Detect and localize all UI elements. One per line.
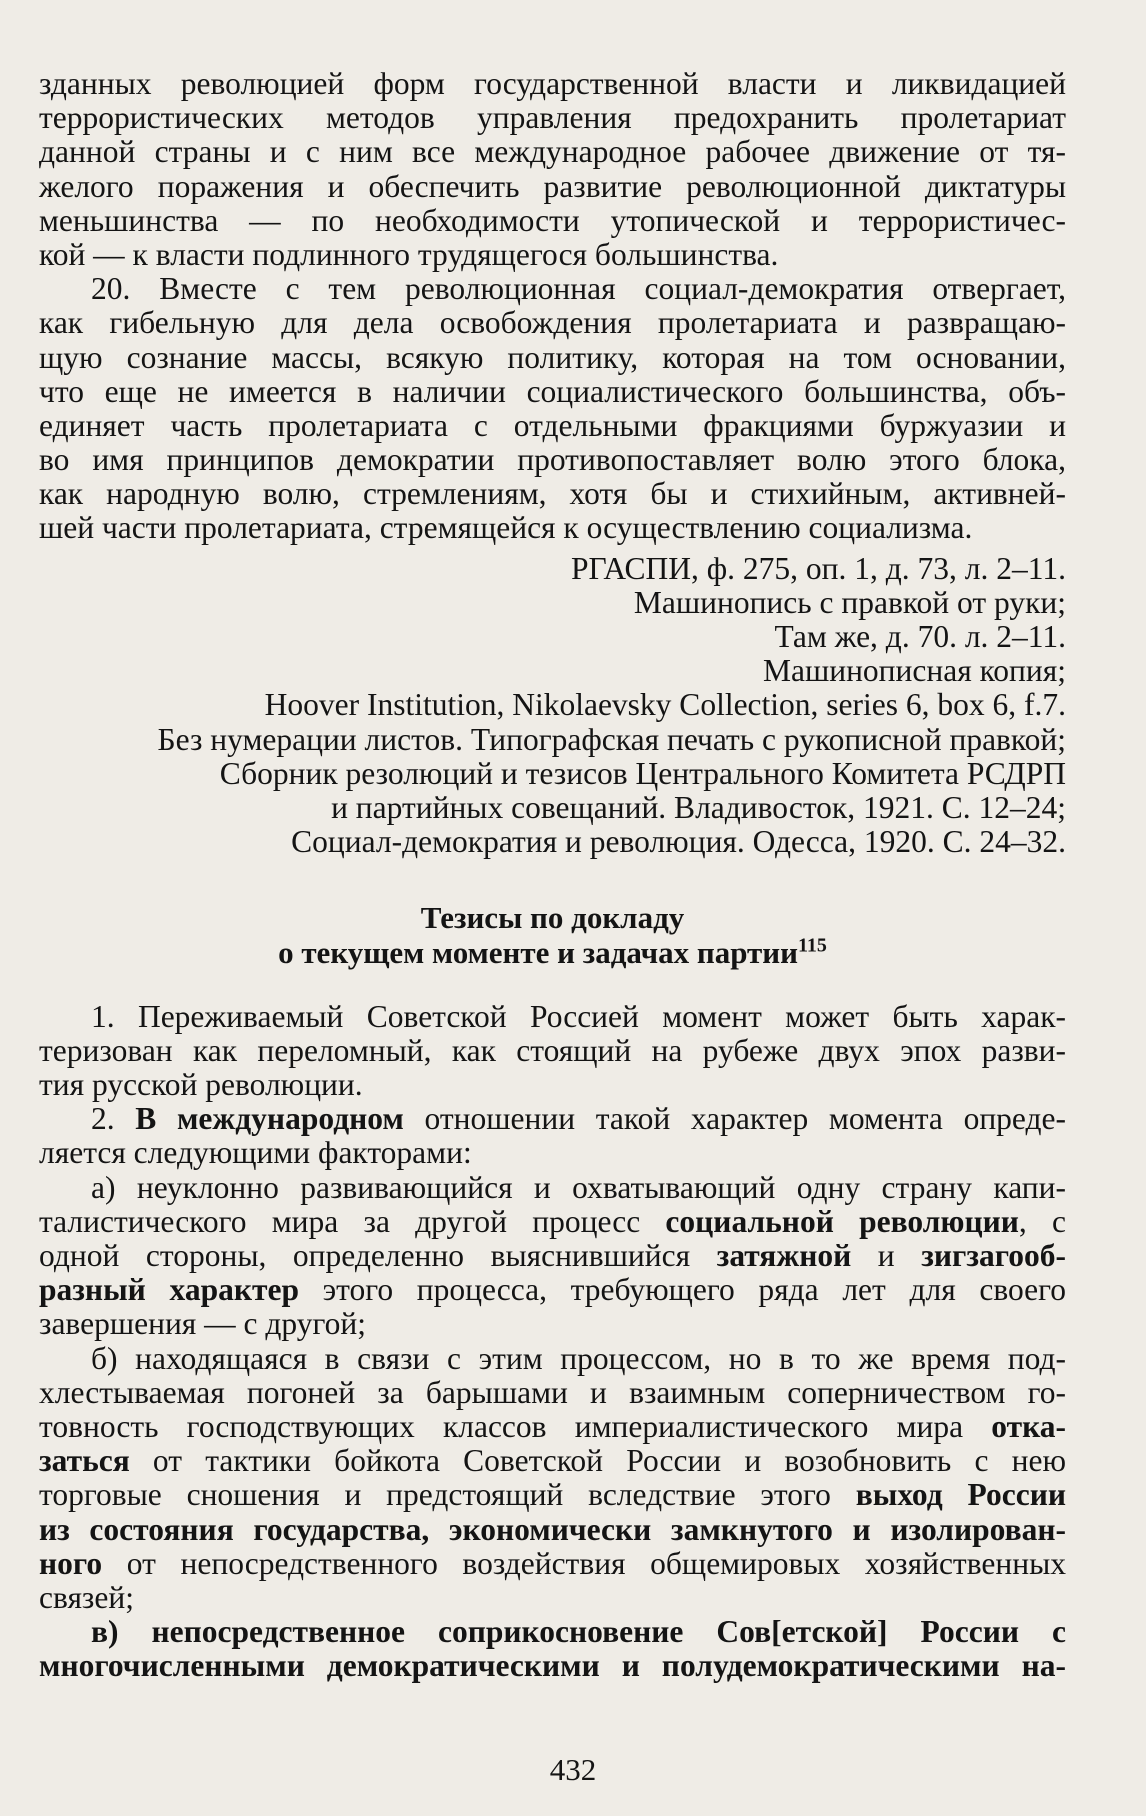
text-line: как гибельную для дела освобождения пролетариата и развращаю-: [39, 305, 1066, 341]
item-c: [39, 1615, 1066, 1683]
source-line: РГАСПИ, ф. 275, оп. 1, д. 73, л. 2–11.: [571, 550, 1066, 586]
bold-run: социальной революции: [665, 1203, 1019, 1239]
text-run: талистического мира за другой процесс: [39, 1203, 666, 1239]
text-line: во имя принципов демократии противопоставляет волю этого блока,: [39, 442, 1066, 478]
heading-text: о текущем моменте и задачах партии: [278, 934, 799, 970]
text-line: многочисленными демократическими и полудемократическими на-: [39, 1648, 1066, 1684]
text-line: из состояния государства, экономически замкнутого и изолирован-: [39, 1511, 1066, 1547]
bold-run: затяжной: [716, 1238, 852, 1273]
heading-line-1: Тезисы по докладу: [420, 900, 685, 936]
text-line: шей части пролетариата, стремящейся к осуществлению социализма.: [39, 510, 973, 546]
bold-run: зигзагооб-: [921, 1238, 1066, 1273]
section-heading: [39, 901, 1066, 969]
text-line: завершения — с другой;: [39, 1306, 366, 1342]
source-line: Без нумерации листов. Типографская печать с рукописной правкой;: [157, 721, 1066, 757]
text-run: этого процесса, требующего ряда лет для своего: [298, 1272, 1066, 1308]
document-body: [39, 67, 1066, 1683]
text-line: как народную волю, стремлениям, хотя бы и стихийным, активней-: [39, 476, 1066, 512]
heading-line-2: [39, 936, 1066, 970]
bold-run: В международном: [135, 1101, 404, 1137]
thesis-1: [39, 1000, 1066, 1103]
source-line: и партийных совещаний. Владивосток, 1921. С. 12–24;: [331, 789, 1066, 825]
text-run: отношении такой характер момента опреде-: [403, 1101, 1066, 1137]
bold-run: выход России: [855, 1477, 1067, 1513]
text-line: а) неуклонно развивающийся и охватывающий одну страну капи-: [91, 1169, 1066, 1205]
text-line: 20. Вместе с тем революционная социал-демократия отвергает,: [91, 271, 1066, 307]
text-line: связей;: [39, 1579, 134, 1615]
text-line: что еще не имеется в наличии социалистического большинства, объ-: [39, 373, 1066, 409]
text-line: теризован как переломный, как стоящий на рубеже двух эпох разви-: [39, 1032, 1066, 1068]
page-number: 432: [549, 1752, 597, 1787]
text-run: от непосредственного воздействия общемировых хозяйственных: [102, 1545, 1066, 1581]
source-line: Сборник резолюций и тезисов Центрального Комитета РСДРП: [219, 755, 1066, 791]
text-line: тия русской революции.: [39, 1067, 363, 1103]
text-line: [39, 1205, 1066, 1239]
text-run: торговые сношения и предстоящий вследствие этого: [39, 1477, 856, 1513]
text-run: , с: [1018, 1203, 1067, 1239]
item-a: [39, 1171, 1066, 1342]
text-line: [39, 1444, 1066, 1478]
bold-run: разный характер: [39, 1272, 299, 1308]
source-line: Машинописная копия;: [762, 653, 1066, 689]
text-line: единяет часть пролетариата с отдельными фракциями буржуазии и: [39, 407, 1066, 443]
text-line: [39, 1410, 1066, 1444]
source-line: Машинопись с правкой от руки;: [633, 584, 1066, 620]
text-line: 1. Переживаемый Советской Россией момент может быть харак-: [91, 998, 1066, 1034]
text-run: от тактики бойкота Советской России и возобновить с нею: [129, 1443, 1066, 1479]
text-line: меньшинства — по необходимости утопической и террористичес-: [39, 202, 1066, 238]
text-line: желого поражения и обеспечить развитие революционной диктатуры: [39, 168, 1066, 204]
text-line: б) находящаяся в связи с этим процессом, но в то же время под-: [91, 1340, 1066, 1376]
text-run: одной стороны, определенно выяснившийся: [39, 1238, 717, 1273]
thesis-2: [39, 1102, 1066, 1170]
text-line: [39, 1478, 1066, 1512]
text-line: [39, 1273, 1066, 1307]
source-line: Социал-демократия и революция. Одесса, 1920. С. 24–32.: [291, 824, 1066, 860]
text-line: кой — к власти подлинного трудящегося большинства.: [39, 236, 779, 272]
bold-run: заться: [39, 1443, 130, 1479]
bold-run: отка-: [991, 1408, 1066, 1444]
text-line: щую сознание массы, всякую политику, которая на том основании,: [39, 339, 1066, 375]
item-b: [39, 1342, 1066, 1616]
footnote-ref: 115: [798, 934, 827, 957]
source-line: Hoover Institution, Nikolaevsky Collection, series 6, box 6, f.7.: [264, 687, 1066, 723]
text-line: террористических методов управления предохранить пролетариат: [39, 100, 1066, 136]
paragraph-20: [39, 272, 1066, 546]
text-line: данной страны и с ним все международное рабочее движение от тя-: [39, 134, 1066, 170]
text-line: [39, 1102, 1066, 1136]
text-run: 2.: [91, 1101, 136, 1137]
archival-sources: [39, 552, 1066, 860]
text-line: [39, 1547, 1066, 1581]
text-line: в) непосредственное соприкосновение Сов[етской] России с: [91, 1614, 1066, 1650]
paragraph-19-continuation: [39, 67, 1066, 272]
text-line: [39, 1239, 1066, 1273]
text-line: ляется следующими факторами:: [39, 1135, 472, 1171]
source-line: Там же, д. 70. л. 2–11.: [774, 619, 1066, 654]
text-line: хлестываемая погоней за барышами и взаимным соперничеством го-: [39, 1374, 1066, 1410]
text-run: товность господствующих классов империалистического мира: [39, 1408, 992, 1444]
text-line: зданных революцией форм государственной власти и ликвидацией: [39, 66, 1066, 101]
bold-run: ного: [39, 1545, 103, 1581]
text-run: и: [851, 1238, 922, 1273]
